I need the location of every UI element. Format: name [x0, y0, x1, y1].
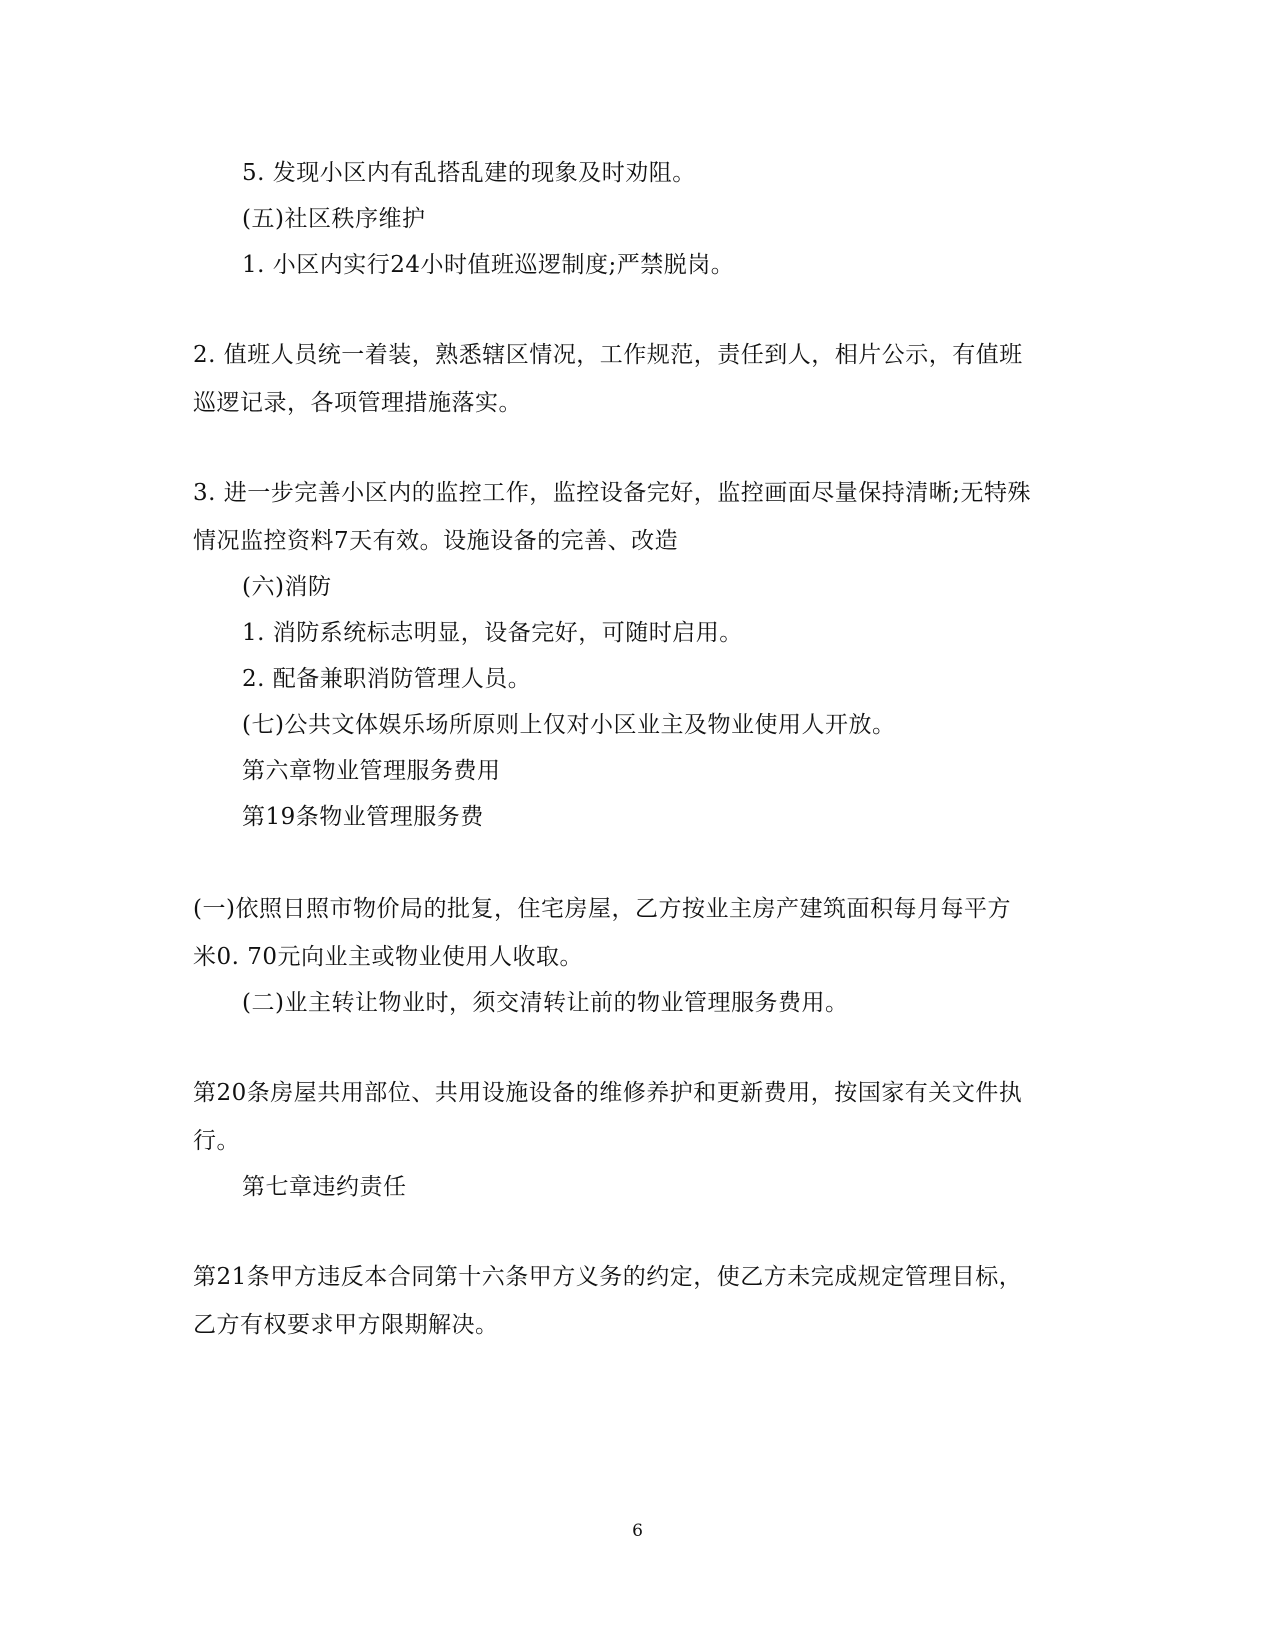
paragraph-line: 第21条甲方违反本合同第十六条甲方义务的约定，使乙方未完成规定管理目标， — [193, 1264, 1023, 1290]
paragraph-line: (二)业主转让物业时，须交清转让前的物业管理服务费用。 — [242, 990, 849, 1016]
paragraph-line: 1. 小区内实行24小时值班巡逻制度;严禁脱岗。 — [242, 252, 735, 278]
paragraph-line: 米0. 70元向业主或物业使用人收取。 — [193, 944, 584, 970]
paragraph-line: 第20条房屋共用部位、共用设施设备的维修养护和更新费用，按国家有关文件执 — [193, 1080, 1023, 1106]
chapter-heading: 第七章违约责任 — [242, 1174, 407, 1200]
paragraph-line: (一)依照日照市物价局的批复，住宅房屋，乙方按业主房产建筑面积每月每平方 — [193, 896, 1011, 922]
paragraph-line: 2. 配备兼职消防管理人员。 — [242, 666, 532, 692]
article-heading: 第19条物业管理服务费 — [242, 804, 484, 830]
chapter-heading: 第六章物业管理服务费用 — [242, 758, 501, 784]
section-heading: (六)消防 — [242, 574, 332, 600]
paragraph-line: 2. 值班人员统一着装，熟悉辖区情况，工作规范，责任到人，相片公示，有值班 — [193, 342, 1023, 368]
section-heading: (五)社区秩序维护 — [242, 206, 426, 232]
paragraph-line: 巡逻记录，各项管理措施落实。 — [193, 390, 522, 416]
paragraph-line: 5. 发现小区内有乱搭乱建的现象及时劝阻。 — [242, 160, 696, 186]
paragraph-line: 行。 — [193, 1128, 240, 1154]
paragraph-line: 乙方有权要求甲方限期解决。 — [193, 1312, 499, 1338]
paragraph-line: 3. 进一步完善小区内的监控工作，监控设备完好，监控画面尽量保持清晰;无特殊 — [193, 480, 1032, 506]
section-heading: (七)公共文体娱乐场所原则上仅对小区业主及物业使用人开放。 — [242, 712, 896, 738]
paragraph-line: 1. 消防系统标志明显，设备完好，可随时启用。 — [242, 620, 743, 646]
page-number: 6 — [632, 1521, 643, 1541]
paragraph-line: 情况监控资料7天有效。设施设备的完善、改造 — [193, 528, 679, 554]
